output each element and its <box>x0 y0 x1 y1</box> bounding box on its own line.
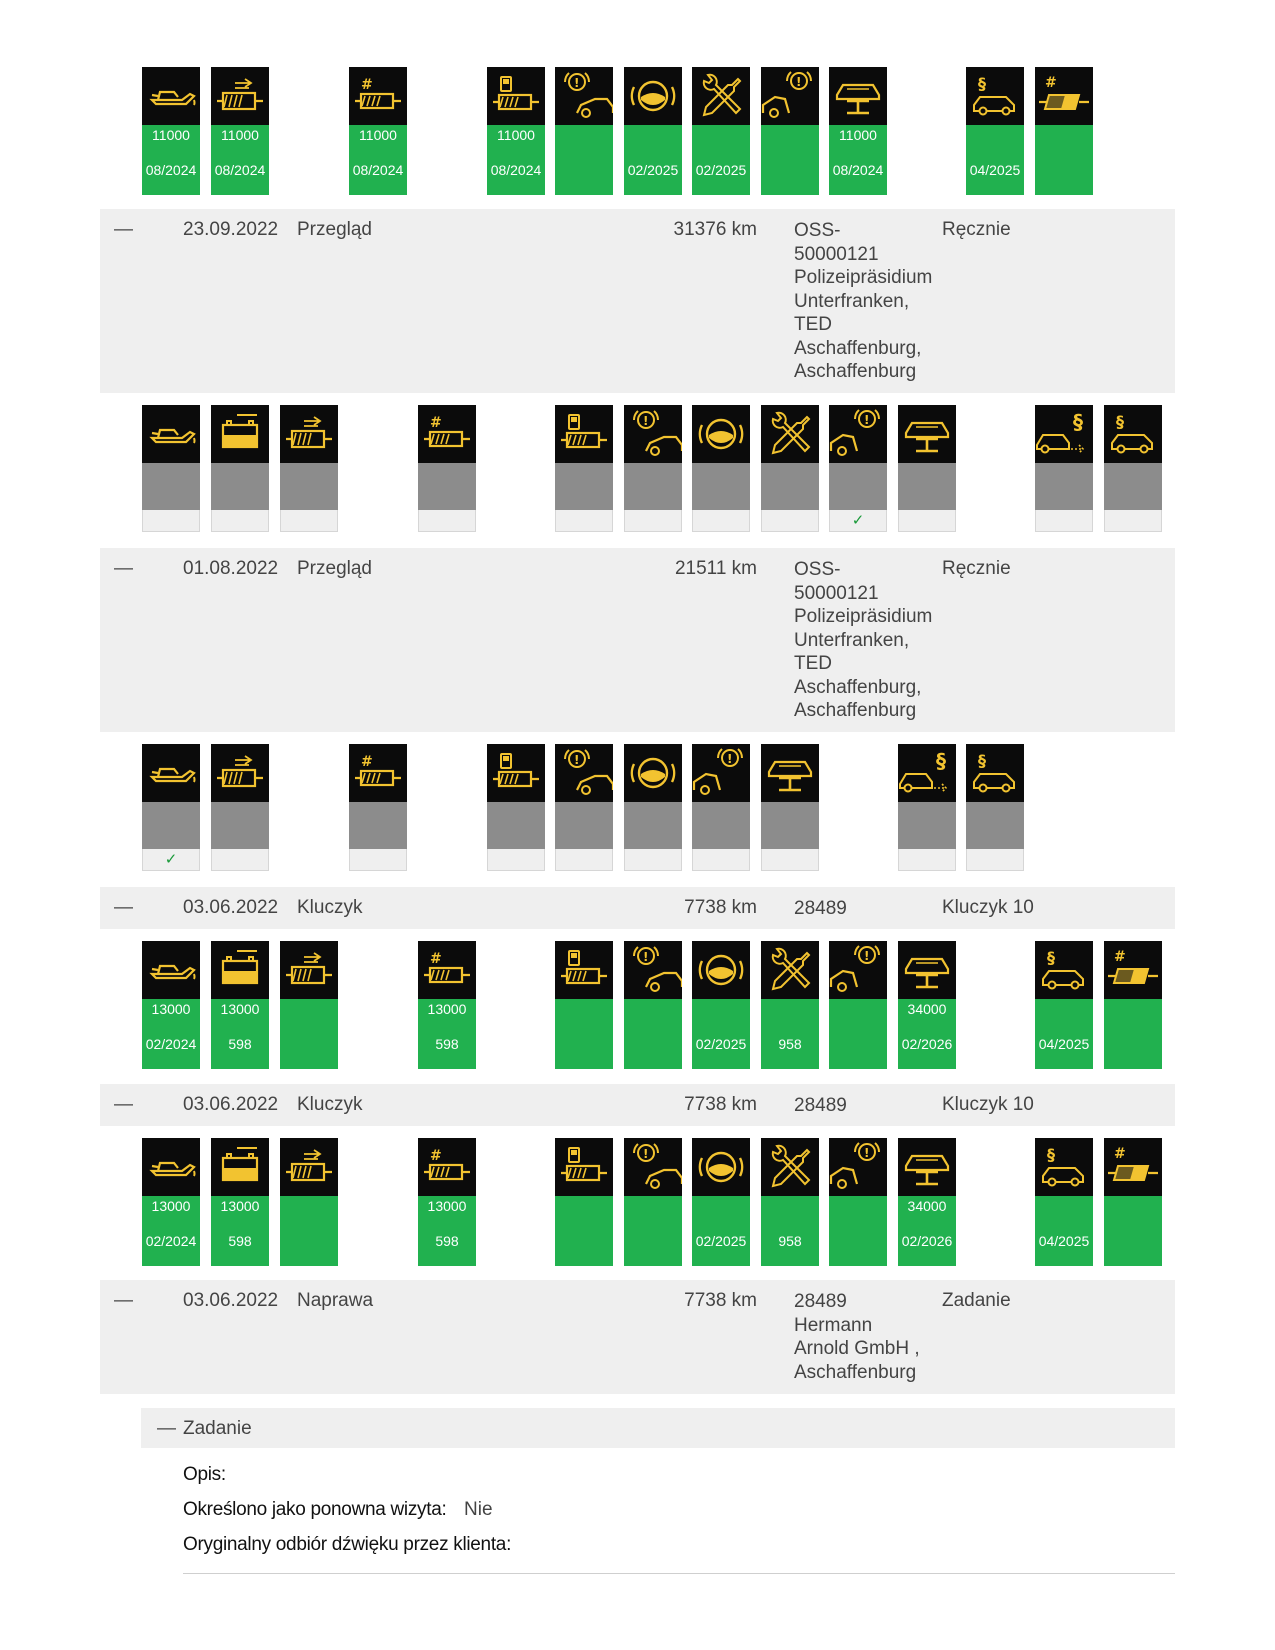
entry-type: Przegląd <box>297 219 372 240</box>
oil-can-icon-glyph <box>142 67 200 125</box>
svg-text:!: ! <box>864 1146 870 1160</box>
vehicle-check-icon-glyph <box>624 405 682 463</box>
svg-text:§: § <box>1116 412 1124 431</box>
svg-text:!: ! <box>574 753 580 767</box>
legal-inspection-icon <box>966 67 1024 125</box>
service-tile[interactable] <box>966 744 1024 871</box>
check-cell <box>1104 510 1162 532</box>
particle-filter-icon-glyph <box>1104 1138 1162 1196</box>
particle-filter-icon <box>1104 1138 1162 1196</box>
pollen-filter-icon <box>418 1138 476 1196</box>
car-lift-icon-glyph <box>898 1138 956 1196</box>
fuel-filter-icon-glyph <box>487 67 545 125</box>
vehicle-check-front-icon-glyph <box>829 941 887 999</box>
legal-inspection-icon <box>1104 405 1162 463</box>
service-tile[interactable] <box>211 405 269 532</box>
brake-fluid-icon-glyph <box>624 67 682 125</box>
entry-type: Przegląd <box>297 558 372 579</box>
vehicle-check-front-icon <box>829 941 887 999</box>
vehicle-check-icon-glyph <box>555 744 613 802</box>
vehicle-check-icon <box>624 941 682 999</box>
oil-can-icon <box>142 1138 200 1196</box>
check-cell <box>898 510 956 532</box>
pollen-filter-icon-glyph <box>418 405 476 463</box>
entry-date: 03.06.2022 <box>183 1094 279 1115</box>
fuel-filter-icon-glyph <box>555 941 613 999</box>
service-tile[interactable]: # 11000 08/2024 <box>349 67 407 195</box>
entry-source: Kluczyk 10 <box>942 897 1034 918</box>
oil-can-icon-glyph <box>142 744 200 802</box>
service-tile[interactable]: 958 <box>761 1138 819 1266</box>
fuel-filter-icon-glyph <box>555 1138 613 1196</box>
entry-source: Zadanie <box>942 1290 1011 1311</box>
oil-can-icon <box>142 67 200 125</box>
vehicle-check-front-icon <box>692 744 750 802</box>
car-lift-icon <box>761 744 819 802</box>
emissions-inspection-icon <box>1035 405 1093 463</box>
service-tile[interactable] <box>1035 67 1093 195</box>
entry-date: 01.08.2022 <box>183 558 279 579</box>
history-entry[interactable] <box>100 548 1175 732</box>
check-cell <box>692 849 750 871</box>
service-tile[interactable] <box>142 744 200 871</box>
entry-date: 23.09.2022 <box>183 219 279 240</box>
fuel-filter-icon <box>487 744 545 802</box>
fuel-filter-icon <box>487 67 545 125</box>
entry-location: OSS- 50000121 Polizeipräsidium Unterfranken, TED Aschaffenburg, Aschaffenburg <box>794 559 933 721</box>
battery-icon <box>211 1138 269 1196</box>
service-tile[interactable]: 34000 02/2026 <box>898 1138 956 1266</box>
spark-plugs-icon-glyph <box>761 405 819 463</box>
svg-text:#: # <box>1114 1146 1126 1162</box>
svg-text:§: § <box>1047 948 1055 967</box>
entry-source: Kluczyk 10 <box>942 1094 1034 1115</box>
spark-plugs-icon <box>761 1138 819 1196</box>
car-lift-icon-glyph <box>829 67 887 125</box>
svg-text:!: ! <box>643 1147 649 1161</box>
particle-filter-icon <box>1035 67 1093 125</box>
vehicle-check-front-icon-glyph <box>692 744 750 802</box>
legal-inspection-icon <box>1035 1138 1093 1196</box>
pollen-filter-icon-glyph <box>418 1138 476 1196</box>
brake-fluid-icon-glyph <box>692 405 750 463</box>
check-cell <box>1035 510 1093 532</box>
air-filter-icon <box>280 405 338 463</box>
service-tile[interactable]: § 04/2025 <box>1035 1138 1093 1266</box>
pollen-filter-icon-glyph <box>349 67 407 125</box>
service-tile[interactable] <box>692 405 750 532</box>
service-tile[interactable] <box>211 744 269 871</box>
oil-can-icon-glyph <box>142 1138 200 1196</box>
service-tile[interactable]: 13000 02/2024 <box>142 1138 200 1266</box>
service-tile[interactable] <box>829 941 887 1069</box>
entry-type: Kluczyk <box>297 1094 363 1115</box>
service-tile[interactable] <box>349 744 407 871</box>
entry-mileage: 7738 km <box>684 1290 757 1311</box>
check-cell <box>555 510 613 532</box>
service-tile[interactable]: 02/2025 <box>692 941 750 1069</box>
svg-text:!: ! <box>574 76 580 90</box>
vehicle-check-front-icon-glyph <box>761 67 819 125</box>
air-filter-icon-glyph <box>211 744 269 802</box>
check-cell <box>898 849 956 871</box>
air-filter-icon <box>211 67 269 125</box>
sound-label: Oryginalny odbiór dźwięku przez klienta: <box>183 1534 512 1555</box>
service-tile[interactable]: 02/2025 <box>692 67 750 195</box>
service-tile[interactable] <box>1104 941 1162 1069</box>
service-tile[interactable]: 11000 08/2024 <box>829 67 887 195</box>
car-lift-icon <box>898 1138 956 1196</box>
service-tile[interactable]: 11000 08/2024 <box>142 67 200 195</box>
service-tile[interactable]: # 13000 598 <box>418 1138 476 1266</box>
service-tile[interactable] <box>624 744 682 871</box>
fuel-filter-icon-glyph <box>487 744 545 802</box>
particle-filter-icon-glyph <box>1104 941 1162 999</box>
vehicle-check-front-icon <box>829 405 887 463</box>
pollen-filter-icon <box>349 67 407 125</box>
emissions-inspection-icon <box>898 744 956 802</box>
spark-plugs-icon <box>761 941 819 999</box>
check-cell: ✓ <box>142 849 200 871</box>
service-tile[interactable]: 13000 598 <box>211 1138 269 1266</box>
service-tile[interactable] <box>761 67 819 195</box>
service-tile[interactable]: 11000 08/2024 <box>211 67 269 195</box>
air-filter-icon-glyph <box>280 405 338 463</box>
service-tile[interactable] <box>555 67 613 195</box>
car-lift-icon-glyph <box>761 744 819 802</box>
task-description <box>183 1464 226 1486</box>
service-tile[interactable] <box>142 405 200 532</box>
service-tile[interactable] <box>555 941 613 1069</box>
check-cell <box>624 849 682 871</box>
service-tile[interactable] <box>555 405 613 532</box>
oil-can-icon-glyph <box>142 405 200 463</box>
svg-text:§: § <box>1073 410 1083 434</box>
service-tile[interactable]: # 13000 598 <box>418 941 476 1069</box>
service-tile[interactable] <box>1104 405 1162 532</box>
brake-fluid-icon-glyph <box>624 744 682 802</box>
car-lift-icon <box>829 67 887 125</box>
service-tile[interactable]: 958 <box>761 941 819 1069</box>
fuel-filter-icon <box>555 941 613 999</box>
service-tile[interactable]: 02/2025 <box>692 1138 750 1266</box>
check-cell <box>761 510 819 532</box>
entry-type: Naprawa <box>297 1290 374 1311</box>
spark-plugs-icon-glyph <box>761 941 819 999</box>
legal-inspection-icon-glyph <box>1035 1138 1093 1196</box>
entry-mileage: 7738 km <box>684 897 757 918</box>
task-collapse-toggle[interactable]: — <box>157 1418 176 1439</box>
vehicle-check-icon <box>624 405 682 463</box>
legal-inspection-icon-glyph <box>1104 405 1162 463</box>
check-cell <box>761 849 819 871</box>
emissions-inspection-icon-glyph <box>1035 405 1093 463</box>
svg-text:§: § <box>978 74 986 93</box>
pollen-filter-icon <box>418 405 476 463</box>
svg-text:#: # <box>1114 949 1126 965</box>
entry-location: OSS- 50000121 Polizeipräsidium Unterfranken, TED Aschaffenburg, Aschaffenburg <box>794 220 933 382</box>
vehicle-check-icon-glyph <box>624 941 682 999</box>
spark-plugs-icon <box>692 67 750 125</box>
collapse-toggle[interactable]: — <box>114 897 133 918</box>
task-label: Zadanie <box>183 1418 252 1439</box>
history-entry[interactable] <box>100 209 1175 393</box>
svg-text:§: § <box>936 749 946 773</box>
spark-plugs-icon-glyph <box>692 67 750 125</box>
vehicle-check-icon <box>555 67 613 125</box>
history-entry[interactable] <box>100 1280 1175 1394</box>
svg-text:!: ! <box>643 414 649 428</box>
svg-text:!: ! <box>864 949 870 963</box>
svg-text:#: # <box>1045 75 1057 91</box>
check-cell <box>487 849 545 871</box>
air-filter-icon-glyph <box>280 941 338 999</box>
battery-icon-glyph <box>211 405 269 463</box>
entry-source: Ręcznie <box>942 558 1011 579</box>
service-tile[interactable]: 13000 598 <box>211 941 269 1069</box>
service-tile[interactable]: 11000 08/2024 <box>487 67 545 195</box>
vehicle-check-icon <box>624 1138 682 1196</box>
entry-location: 28489 <box>794 898 847 919</box>
check-cell <box>349 849 407 871</box>
collapse-toggle[interactable]: — <box>114 558 133 579</box>
service-tile[interactable] <box>280 1138 338 1266</box>
check-cell <box>966 849 1024 871</box>
oil-can-icon-glyph <box>142 941 200 999</box>
brake-fluid-icon <box>692 405 750 463</box>
battery-icon <box>211 405 269 463</box>
svg-text:§: § <box>978 751 986 770</box>
brake-fluid-icon <box>692 1138 750 1196</box>
car-lift-icon-glyph <box>898 941 956 999</box>
service-tile[interactable] <box>624 1138 682 1266</box>
fuel-filter-icon <box>555 1138 613 1196</box>
oil-can-icon <box>142 744 200 802</box>
entry-date: 03.06.2022 <box>183 1290 279 1311</box>
pollen-filter-icon-glyph <box>418 941 476 999</box>
air-filter-icon <box>211 744 269 802</box>
entry-mileage: 31376 km <box>673 219 757 240</box>
pollen-filter-icon-glyph <box>349 744 407 802</box>
legal-inspection-icon <box>1035 941 1093 999</box>
service-tile[interactable] <box>1035 405 1093 532</box>
service-tile[interactable] <box>280 941 338 1069</box>
legal-inspection-icon-glyph <box>1035 941 1093 999</box>
service-tile[interactable] <box>280 405 338 532</box>
brake-fluid-icon-glyph <box>692 1138 750 1196</box>
brake-fluid-icon <box>624 744 682 802</box>
emissions-inspection-icon-glyph <box>898 744 956 802</box>
legal-inspection-icon <box>966 744 1024 802</box>
oil-can-icon <box>142 405 200 463</box>
brake-fluid-icon <box>692 941 750 999</box>
car-lift-icon <box>898 941 956 999</box>
entry-location: 28489 Hermann Arnold GmbH , Aschaffenburg <box>794 1291 920 1383</box>
task-panel-header[interactable] <box>141 1408 1175 1448</box>
brake-fluid-icon <box>624 67 682 125</box>
service-tile[interactable] <box>829 405 887 532</box>
service-tile[interactable]: 34000 02/2026 <box>898 941 956 1069</box>
svg-text:!: ! <box>796 75 802 89</box>
svg-text:#: # <box>430 1148 442 1164</box>
check-cell <box>280 510 338 532</box>
check-cell <box>211 510 269 532</box>
vehicle-check-front-icon-glyph <box>829 405 887 463</box>
service-tile[interactable] <box>418 405 476 532</box>
service-tile[interactable] <box>555 744 613 871</box>
check-cell <box>211 849 269 871</box>
vehicle-check-icon-glyph <box>555 67 613 125</box>
service-tile[interactable] <box>898 744 956 871</box>
air-filter-icon <box>280 1138 338 1196</box>
revisit-value: Nie <box>464 1499 493 1520</box>
task-revisit <box>183 1499 493 1521</box>
check-cell <box>142 510 200 532</box>
description-label: Opis: <box>183 1464 226 1485</box>
pollen-filter-icon <box>418 941 476 999</box>
entry-mileage: 7738 km <box>684 1094 757 1115</box>
collapse-toggle[interactable]: — <box>114 1290 133 1311</box>
vehicle-check-icon-glyph <box>624 1138 682 1196</box>
air-filter-icon-glyph <box>211 67 269 125</box>
check-cell <box>555 849 613 871</box>
oil-can-icon <box>142 941 200 999</box>
battery-icon-glyph <box>211 1138 269 1196</box>
svg-text:!: ! <box>727 752 733 766</box>
vehicle-check-front-icon <box>761 67 819 125</box>
battery-icon-glyph <box>211 941 269 999</box>
battery-icon <box>211 941 269 999</box>
service-tile[interactable]: 13000 02/2024 <box>142 941 200 1069</box>
service-tile[interactable] <box>692 744 750 871</box>
particle-filter-icon-glyph <box>1035 67 1093 125</box>
svg-text:§: § <box>1047 1145 1055 1164</box>
revisit-label: Określono jako ponowna wizyta: <box>183 1499 447 1520</box>
vehicle-check-front-icon <box>829 1138 887 1196</box>
service-tile[interactable] <box>829 1138 887 1266</box>
pollen-filter-icon <box>349 744 407 802</box>
brake-fluid-icon-glyph <box>692 941 750 999</box>
service-tile[interactable]: § 04/2025 <box>966 67 1024 195</box>
vehicle-check-icon <box>555 744 613 802</box>
svg-text:#: # <box>430 951 442 967</box>
service-tile[interactable]: 02/2025 <box>624 67 682 195</box>
service-tile[interactable] <box>898 405 956 532</box>
history-entry[interactable] <box>100 887 1175 929</box>
svg-text:#: # <box>430 415 442 431</box>
service-tile[interactable] <box>761 744 819 871</box>
entry-type: Kluczyk <box>297 897 363 918</box>
fuel-filter-icon <box>555 405 613 463</box>
task-sound <box>183 1534 511 1556</box>
entry-date: 03.06.2022 <box>183 897 279 918</box>
service-tile[interactable] <box>1104 1138 1162 1266</box>
collapse-toggle[interactable]: — <box>114 219 133 240</box>
service-tile[interactable] <box>624 405 682 532</box>
entry-mileage: 21511 km <box>674 558 757 579</box>
check-cell <box>418 510 476 532</box>
service-tile[interactable] <box>555 1138 613 1266</box>
history-entry[interactable] <box>100 1084 1175 1126</box>
service-tile[interactable] <box>761 405 819 532</box>
legal-inspection-icon-glyph <box>966 744 1024 802</box>
check-cell <box>692 510 750 532</box>
service-tile[interactable] <box>624 941 682 1069</box>
service-tile[interactable]: § 04/2025 <box>1035 941 1093 1069</box>
air-filter-icon <box>280 941 338 999</box>
collapse-toggle[interactable]: — <box>114 1094 133 1115</box>
spark-plugs-icon <box>761 405 819 463</box>
air-filter-icon-glyph <box>280 1138 338 1196</box>
entry-location: 28489 <box>794 1095 847 1116</box>
particle-filter-icon <box>1104 941 1162 999</box>
entry-source: Ręcznie <box>942 219 1011 240</box>
fuel-filter-icon-glyph <box>555 405 613 463</box>
svg-text:#: # <box>361 77 373 93</box>
vehicle-check-front-icon-glyph <box>829 1138 887 1196</box>
car-lift-icon <box>898 405 956 463</box>
legal-inspection-icon-glyph <box>966 67 1024 125</box>
divider <box>183 1573 1175 1574</box>
service-tile[interactable] <box>487 744 545 871</box>
car-lift-icon-glyph <box>898 405 956 463</box>
svg-text:!: ! <box>643 950 649 964</box>
spark-plugs-icon-glyph <box>761 1138 819 1196</box>
svg-text:!: ! <box>864 413 870 427</box>
check-cell <box>624 510 682 532</box>
svg-text:#: # <box>361 754 373 770</box>
check-cell: ✓ <box>829 510 887 532</box>
